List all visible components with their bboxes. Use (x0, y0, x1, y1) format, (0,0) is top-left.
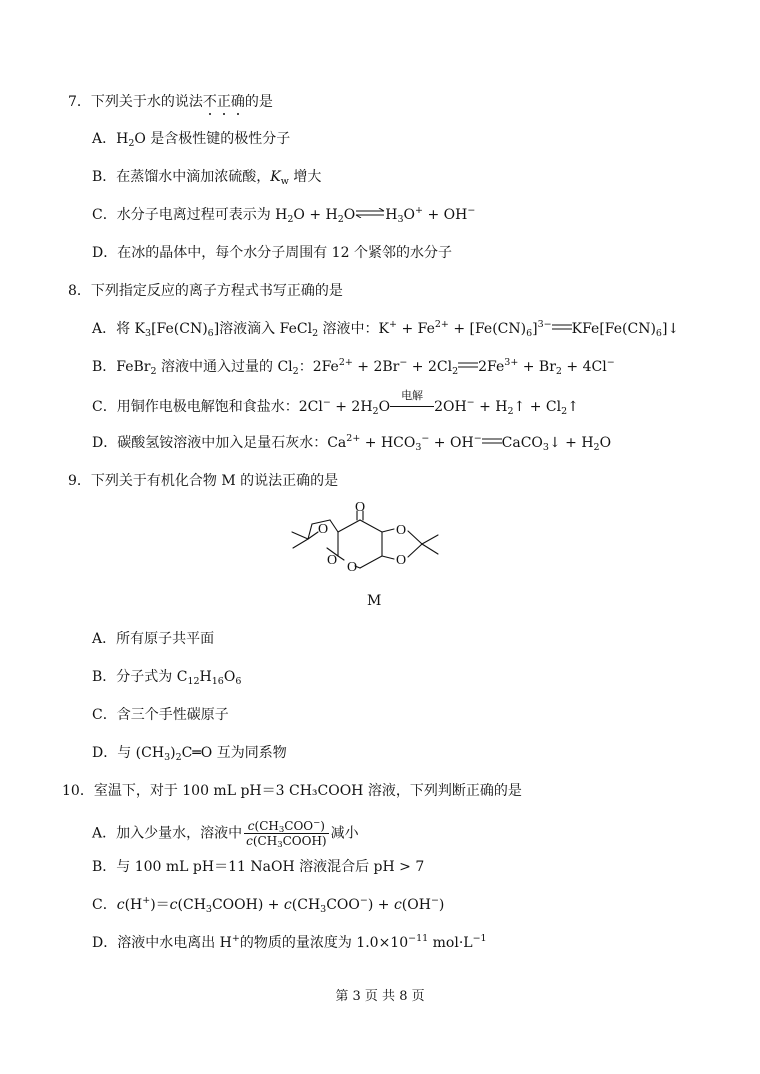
ring-oxygen-atom: O (346, 560, 358, 575)
q7-option-c: C．水分子电离过程可表示为 $H_2O + H_2O$ $H_3O^+ + OH^-$ (92, 205, 476, 225)
carbonyl-oxygen-atom: O (354, 502, 366, 515)
molecule-m-structure (280, 502, 480, 588)
q10-option-c: C．$c(H^+)=c(CH_3COOH) + c(CH_3COO^-) + c(OH^-)$ (92, 895, 445, 915)
q7-option-a: A．$H_2O$ 是含极性键的极性分子 (92, 131, 291, 149)
equilibrium-arrow-icon (355, 208, 385, 218)
oxygen-atom: O (395, 553, 407, 568)
q8-option-b: B．FeBr$_2$ 溶液中通入过量的 $Cl_2$：$2Fe^{2+} + 2Br^- + 2Cl_2$ $2Fe^{3+} + Br_2 + 4Cl^-$ (92, 357, 615, 377)
q10-option-b: B．与 100 mL pH＝11 NaOH 溶液混合后 pH > 7 (92, 859, 425, 875)
q10-option-d: D．溶液中水电离出 H+的物质的量浓度为 $1.0\times 10^{-11}$ $mol\cdot L^{-1}$ (92, 933, 487, 951)
double-line-equals-icon (458, 361, 478, 369)
q8-option-a: A．将 $K_3[Fe(CN)_6]$溶液滴入 FeCl$_2$ 溶液中：$K^+ + Fe^{2+} + [Fe(CN)_6]^{3-}$ $KFe[Fe(CN)_6]↓$ (92, 319, 680, 339)
page-number-footer: 第 3 页 共 8 页 (335, 989, 425, 1004)
q10-stem: 10．室温下，对于 100 mL pH＝3 CH₃COOH 溶液，下列判断正确的是 (62, 783, 522, 799)
q10-option-a: A．加入少量水，溶液中 $\frac{c(CH_3COO^-)}{c(CH_3COOH)}$ 减小 (92, 818, 359, 850)
q9-option-a: A．所有原子共平面 (92, 631, 215, 647)
q8-stem: 8．下列指定反应的离子方程式书写正确的是 (68, 283, 343, 299)
electrolysis-condition-arrow: 电解 (390, 395, 434, 415)
q7-option-b: B．在蒸馏水中滴加浓硫酸，$K_w$ 增大 (92, 169, 322, 187)
q9-option-c: C．含三个手性碳原子 (92, 707, 229, 723)
q7-stem: 7．下列关于水的说法不正确的是 (68, 94, 273, 110)
oxygen-atom: O (326, 553, 338, 568)
q9-option-d: D．与 $(CH_3)_2C═O$ 互为同系物 (92, 745, 287, 763)
q7-option-d: D．在冰的晶体中，每个水分子周围有 12 个紧邻的水分子 (92, 245, 452, 261)
molecule-label: M (367, 593, 382, 609)
q8-option-d: D．碳酸氢铵溶液中加入足量石灰水：$Ca^{2+} + HCO_3^- + OH^-$ CaCO$_3$↓ + $H_2O$ (92, 433, 612, 453)
concentration-ratio-fraction: $\frac{c(CH_3COO^-)}{c(CH_3COOH)}$ (246, 818, 327, 850)
q8-option-c: C．用铜作电极电解饱和食盐水：$2Cl^- + 2H_2O$ 电解 $2OH^- + H_2↑$ + $Cl_2↑$ (92, 389, 579, 417)
q9-option-b: B．分子式为 $C_{12}H_{16}O_6$ (92, 669, 242, 687)
oxygen-atom: O (317, 522, 329, 537)
double-line-equals-icon (552, 323, 572, 331)
oxygen-atom: O (395, 523, 407, 538)
q9-stem: 9．下列关于有机化合物 M 的说法正确的是 (68, 473, 339, 489)
double-line-equals-icon (482, 437, 502, 445)
